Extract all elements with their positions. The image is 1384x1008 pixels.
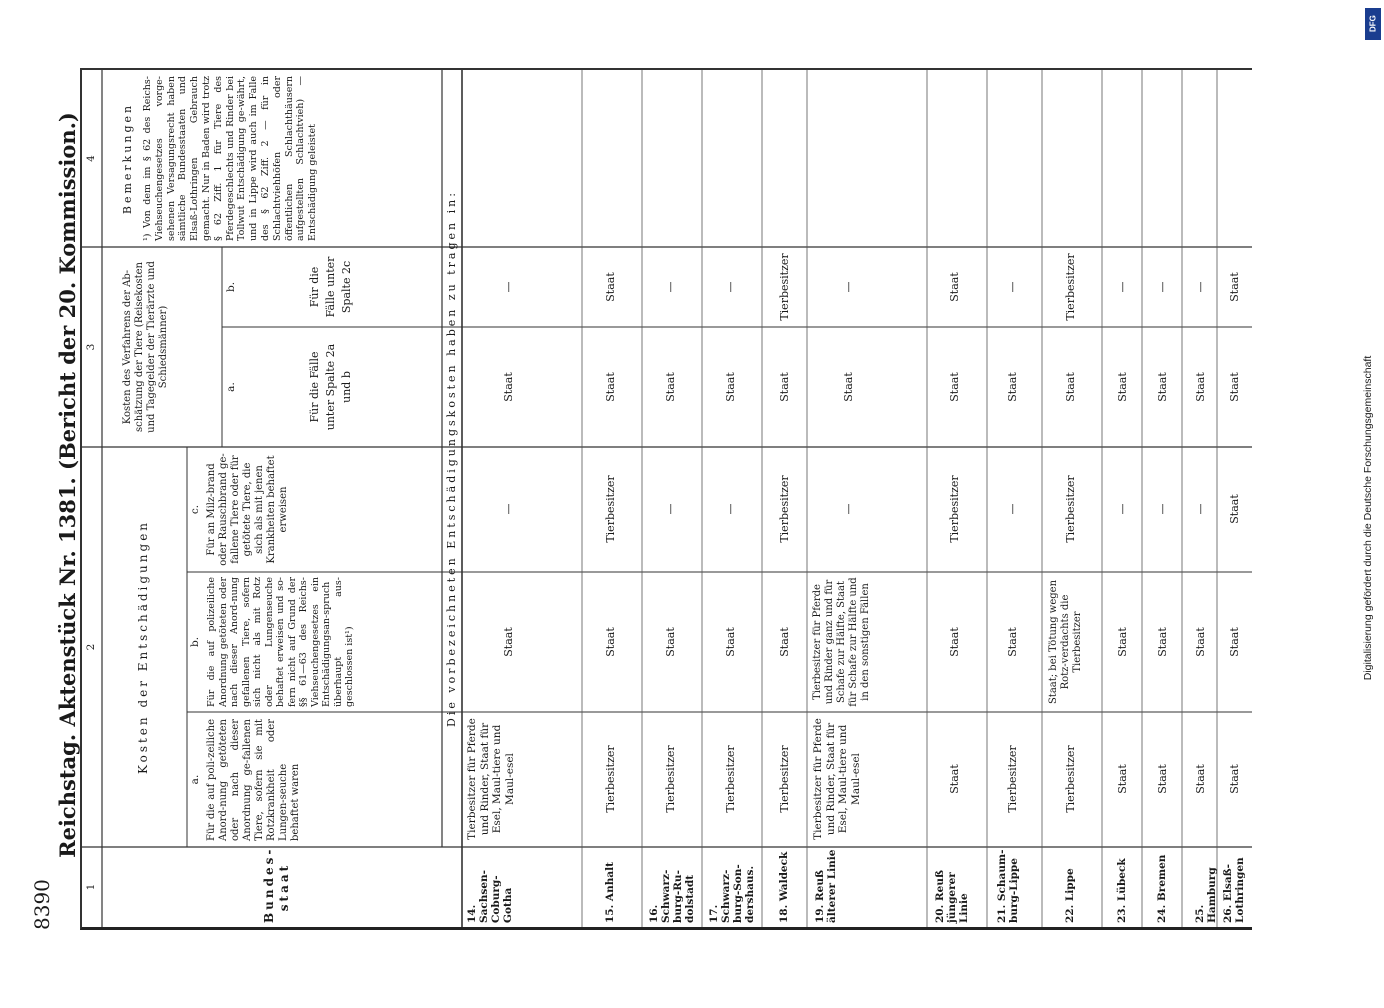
row-21-col2c: —: [1006, 503, 1019, 515]
row-16-col3b: —: [664, 281, 677, 293]
row-17-state: 17. Schwarz-burg-Son-dershaus.: [708, 864, 756, 923]
col3-sub-b: b.: [225, 281, 237, 293]
row-21-col3b: —: [1006, 281, 1019, 293]
row-23-col3a: Staat: [1116, 372, 1129, 402]
row-24-col2a: Staat: [1156, 764, 1169, 794]
row-18-col3b: Tierbesitzer: [778, 253, 791, 321]
row-26-col2a: Staat: [1228, 764, 1241, 794]
row-25-col2b: Staat: [1194, 627, 1207, 657]
row-18-col2b: Staat: [778, 627, 791, 657]
row-15-col2a: Tierbesitzer: [604, 745, 617, 813]
col-number-1: 1: [85, 883, 97, 891]
row-22-state: 22. Lippe: [1064, 868, 1076, 923]
digitization-note: Digitalisierung gefördert durch die Deutsche Forschungsgemeinschaft: [1362, 355, 1374, 681]
col3-sub-a: a.: [225, 382, 237, 392]
col-number-4: 4: [85, 155, 97, 162]
row-19-col2c: —: [842, 503, 855, 515]
row-25-col2c: —: [1194, 503, 1207, 515]
row-18-col2a: Tierbesitzer: [778, 745, 791, 813]
row-25-col3a: Staat: [1194, 372, 1207, 402]
row-23-state: 23. Lübeck: [1116, 858, 1128, 923]
row-14-col3b: —: [502, 281, 515, 293]
row-22-col3b: Tierbesitzer: [1064, 253, 1077, 321]
page-number: 8390: [30, 879, 54, 930]
row-21-col3a: Staat: [1006, 372, 1019, 402]
row-16-state: 16. Schwarz-burg-Ru-dolstadt: [648, 869, 696, 923]
row-19-col2b: Tierbesitzer für Pferde und Rinder ganz und für Schafe zur Hälfte, Staat für Schafe zur Hälfte und in den sonstigen Fällen: [812, 577, 871, 707]
remarks-footnote: ¹) Von dem im § 62 des Reichs-Viehseuchengesetzes vorge-sehenen Versagungsrecht haben sämtliche Bundesstaaten und Elsaß-Lothringen Gebrauch gemacht. Nur in Baden wird trotz § 62 Ziff. 1 für Tiere des Pferdegeschlechts und Rinder bei Tollwut Entschädigung ge-währt, und in Lippe wird auch im Falle des § 62 Ziff. 2 — für in Schlachtviehhöfen oder öffentlichen Schlachthäusern aufgestellten Schlachtvieh) — Entschädigung geleistet: [142, 76, 319, 241]
row-20-col2a: Staat: [948, 764, 961, 794]
row-17-col3b: —: [724, 281, 737, 293]
row-26-col3a: Staat: [1228, 372, 1241, 402]
col2-sub-b: b.: [189, 636, 201, 648]
row-18-state: 18. Waldeck: [778, 851, 790, 923]
col2-sub-a: a.: [189, 774, 201, 785]
row-14-col3a: Staat: [502, 372, 515, 402]
row-22-col2c: Tierbesitzer: [1064, 475, 1077, 543]
row-21-col2a: Tierbesitzer: [1006, 745, 1019, 813]
col2a-description: Für die auf poli-zeiliche Anord-nung getöteten oder nach dieser Anordnung ge-fallenen Tiere, sofern sie mit Rotzkrankheit oder Lungen-seuche behaftet waren: [206, 719, 301, 841]
row-19-col3a: Staat: [842, 372, 855, 402]
row-25-col3b: —: [1194, 281, 1207, 293]
row-20-col2b: Staat: [948, 627, 961, 657]
row-15-col2b: Staat: [604, 627, 617, 657]
row-23-col2a: Staat: [1116, 764, 1129, 794]
row-16-col2a: Tierbesitzer: [664, 745, 677, 813]
running-head: Reichstag. Aktenstück Nr. 1381. (Bericht der 20. Kommission.): [55, 112, 80, 858]
col2c-description: Für an Milz-brand oder Rauschbrand ge-fallene Tiere oder für getötete Tiere, die sich als mit jenen Krankheiten behaftet erweisen: [206, 453, 289, 566]
col2b-description: Für die auf polizeiliche Anordnung getöteten oder nach dieser Anord-nung gefallenen Tiere, sofern sich nicht als mit Rotz oder Lungenseuche behaftet erweisen und so-fern nicht auf Grund der §§ 61—63 des Reichs-Viehseuchengesetzes ein Entschädigungsan-spruch überhaupt aus-geschlossen ist¹): [206, 577, 355, 707]
row-24-state: 24. Bremen: [1156, 854, 1168, 923]
row-21-state: 21. Schaum-burg-Lippe: [996, 849, 1020, 923]
row-23-col2c: —: [1116, 503, 1129, 515]
col3a-description: Für die Fälle unter Spalte 2a und b: [308, 343, 353, 431]
row-17-col2a: Tierbesitzer: [724, 745, 737, 813]
digitization-credit: [1362, 8, 1384, 1000]
col2-sub-c: c.: [189, 504, 201, 515]
row-15-col2c: Tierbesitzer: [604, 475, 617, 543]
row-25-col2a: Staat: [1194, 764, 1207, 794]
compensation-table: [80, 68, 1252, 930]
col2-header: Kosten der Entschädigungen: [136, 519, 150, 775]
row-17-col2c: —: [724, 503, 737, 515]
row-14-col2c: —: [502, 503, 515, 515]
row-23-col3b: —: [1116, 281, 1129, 293]
row-20-col3a: Staat: [948, 372, 961, 402]
row-15-state: 15. Anhalt: [604, 862, 616, 923]
row-16-col2b: Staat: [664, 627, 677, 657]
row-17-col2b: Staat: [724, 627, 737, 657]
row-18-col2c: Tierbesitzer: [778, 475, 791, 543]
row-20-state: 20. Reuß jüngerer Linie: [934, 870, 970, 923]
row-18-col3a: Staat: [778, 372, 791, 402]
dfg-logo: DFG: [1365, 8, 1381, 40]
row-22-col2b: Staat; bei Tötung wegen Rotz-verdachts die Tierbesitzer: [1048, 579, 1083, 705]
row-22-col3a: Staat: [1064, 372, 1077, 402]
bearer-line: Die vorbezeichneten Entschädigungskosten haben zu tragen in:: [445, 190, 458, 727]
row-26-col2b: Staat: [1228, 627, 1241, 657]
row-23-col2b: Staat: [1116, 627, 1129, 657]
row-26-col2c: Staat: [1228, 494, 1241, 524]
row-26-state: 26. Elsaß-Lothringen: [1222, 857, 1246, 923]
row-16-col2c: —: [664, 503, 677, 515]
row-24-col3b: —: [1156, 281, 1169, 293]
col3-header: Kosten des Verfahrens der Ab-schätzung der Tiere (Reisekosten und Tagegelder der Tierärzte und Schiedsmänner): [122, 261, 169, 433]
row-14-state: 14. Sachsen-Coburg-Gotha: [466, 870, 514, 923]
col4-header: Bemerkungen: [121, 102, 134, 215]
row-24-col3a: Staat: [1156, 372, 1169, 402]
col1-header: Bundes-staat: [262, 846, 291, 923]
row-20-col2c: Tierbesitzer: [948, 475, 961, 543]
row-25-state: 25. Hamburg: [1194, 867, 1218, 923]
row-26-col3b: Staat: [1228, 272, 1241, 302]
row-19-col3b: —: [842, 281, 855, 293]
row-15-col3a: Staat: [604, 372, 617, 402]
row-20-col3b: Staat: [948, 272, 961, 302]
col3b-description: Für die Fälle unter Spalte 2c: [308, 256, 353, 318]
col-number-3: 3: [85, 343, 97, 351]
row-17-col3a: Staat: [724, 372, 737, 402]
row-24-col2c: —: [1156, 503, 1169, 515]
row-19-col2a: Tierbesitzer für Pferde und Rinder, Staat für Esel, Maul-tiere und Maul-esel: [812, 718, 862, 840]
col-number-2: 2: [85, 643, 97, 651]
row-14-col2b: Staat: [502, 627, 515, 657]
row-16-col3a: Staat: [664, 372, 677, 402]
row-22-col2a: Tierbesitzer: [1064, 745, 1077, 813]
row-24-col2b: Staat: [1156, 627, 1169, 657]
row-15-col3b: Staat: [604, 272, 617, 302]
row-21-col2b: Staat: [1006, 627, 1019, 657]
row-14-col2a: Tierbesitzer für Pferde und Rinder, Staat für Esel, Maul-tiere und Maul-esel: [466, 718, 516, 840]
row-19-state: 19. Reuß älterer Linie: [814, 849, 838, 923]
